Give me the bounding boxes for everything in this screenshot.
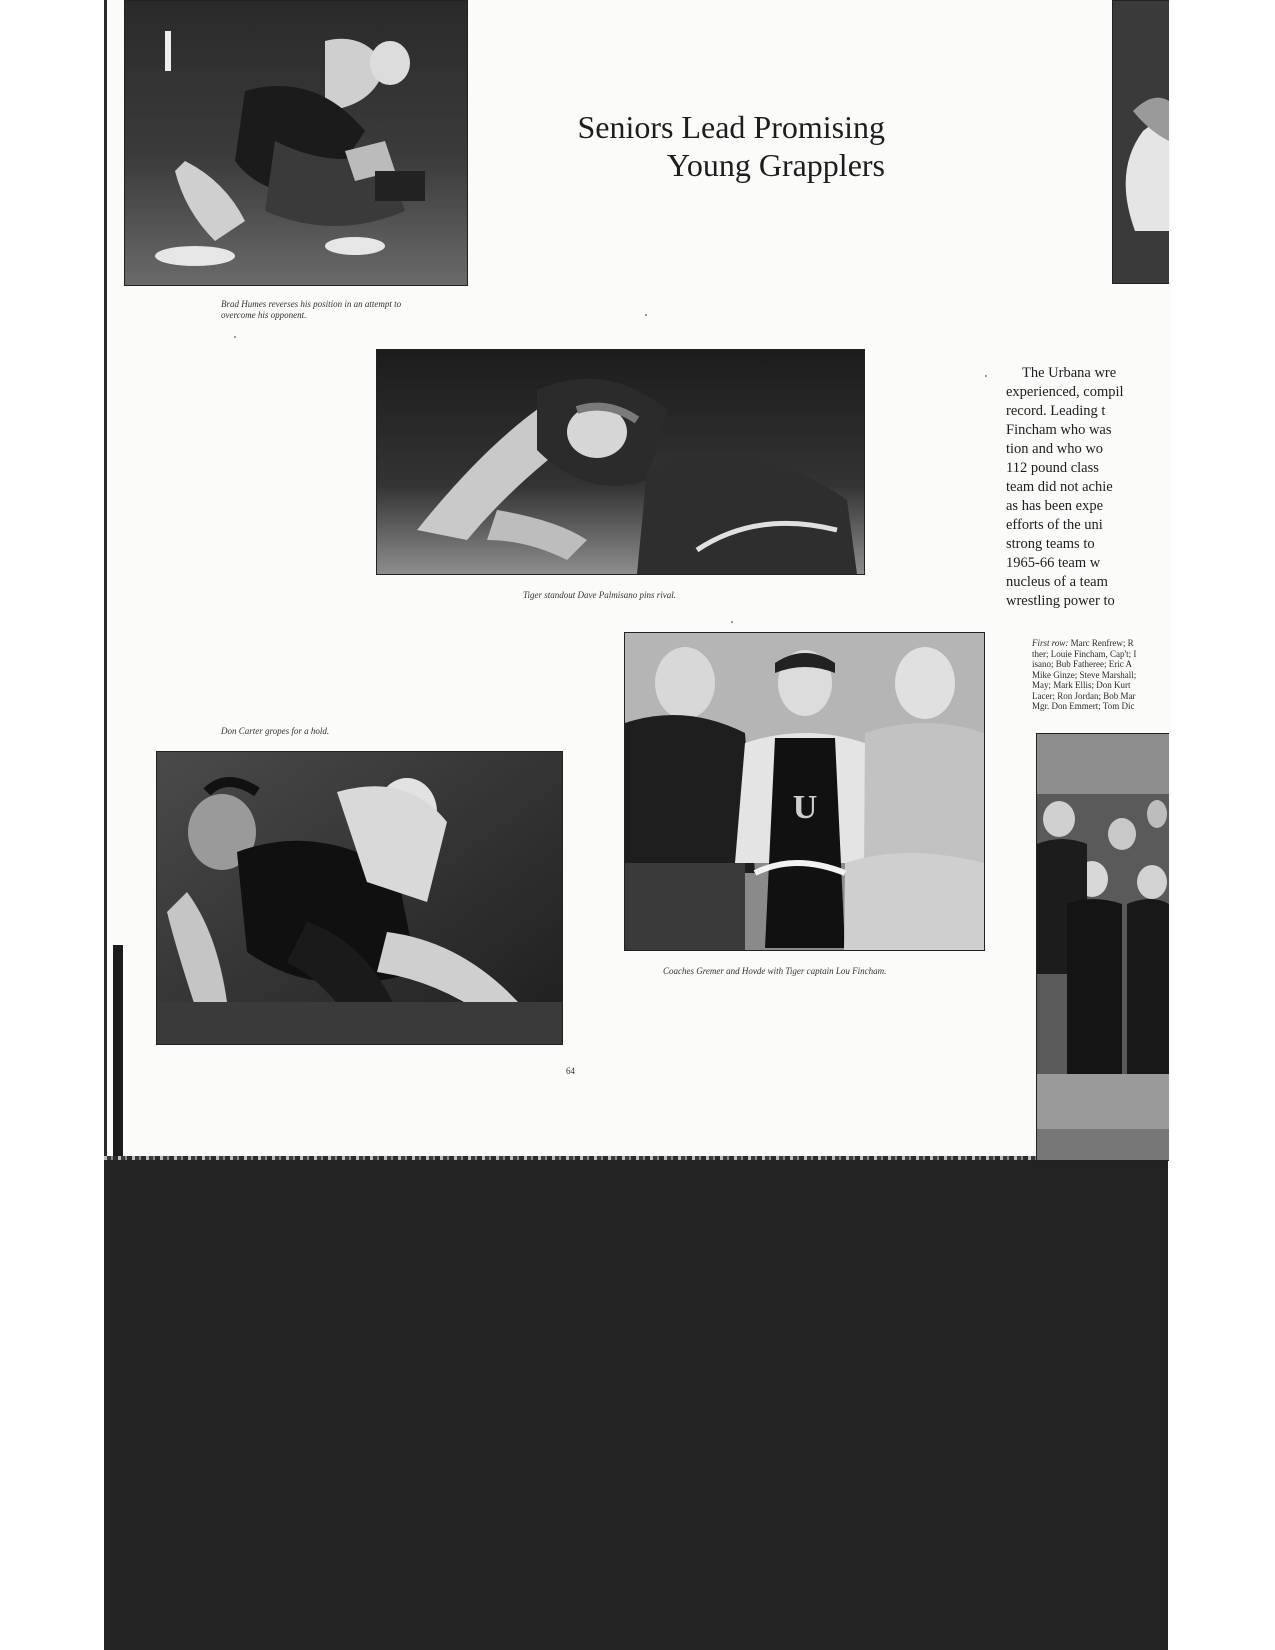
page-title [577, 108, 885, 184]
article-line: strong teams to [1006, 536, 1095, 552]
photo-don-carter [156, 751, 563, 1045]
roster-line: May; Mark Ellis; Don Kurt [1032, 680, 1131, 690]
caption-don-carter: Don Carter gropes for a hold. [221, 726, 330, 736]
article-line: The Urbana wre [1022, 365, 1117, 381]
scan-speck [645, 314, 647, 316]
caption-palmisano: Tiger standout Dave Palmisano pins rival. [523, 590, 676, 600]
roster-line [1032, 638, 1168, 649]
article-line: Fincham who was [1006, 422, 1112, 438]
article-line: 112 pound class [1006, 460, 1099, 476]
article-line: efforts of the uni [1006, 517, 1103, 533]
article-line: wrestling power to [1006, 593, 1115, 609]
roster-lead: First row: [1032, 638, 1069, 648]
scan-speck [234, 336, 236, 338]
scanner-background [104, 1160, 1168, 1650]
caption-coaches: Coaches Gremer and Hovde with Tiger captain Lou Fincham. [663, 966, 887, 976]
article-body [1006, 364, 1166, 611]
photo-top-right-cropped [1112, 0, 1169, 284]
scan-speck [985, 375, 987, 377]
caption-brad-humes-line1: Brad Humes reverses his position in an attempt to [221, 299, 402, 309]
team-roster [1032, 638, 1168, 712]
article-line: team did not achie [1006, 479, 1113, 495]
binding-shadow [113, 945, 123, 1160]
article-line: nucleus of a team [1006, 574, 1108, 590]
roster-line: Mike Ginze; Steve Marshall; [1032, 669, 1137, 680]
photo-team-cropped [1036, 733, 1169, 1161]
roster-line1-rest: Marc Renfrew; R [1068, 638, 1134, 648]
singlet-letter: U [792, 789, 818, 826]
article-line: as has been expe [1006, 498, 1104, 514]
caption-brad-humes-line2: overcome his opponent. [221, 310, 307, 320]
article-line: 1965-66 team w [1006, 555, 1101, 571]
scan-speck [731, 621, 733, 623]
roster-line: Lacer; Ron Jordan; Bob Mar [1032, 690, 1136, 701]
roster-line: ther; Louie Fincham, Cap't; I [1032, 648, 1137, 659]
photo-coaches [624, 632, 985, 951]
article-line: tion and who wo [1006, 441, 1104, 457]
roster-line: isano; Bub Fatheree; Eric A [1032, 659, 1132, 669]
page-number: 64 [566, 1066, 575, 1076]
photo-brad-humes [124, 0, 468, 286]
title-line-1: Seniors Lead Promising [577, 109, 885, 145]
title-line-2: Young Grapplers [666, 147, 885, 183]
photo-dave-palmisano [376, 349, 865, 575]
caption-brad-humes [221, 299, 401, 321]
article-line: experienced, compil [1006, 384, 1124, 400]
article-line: record. Leading t [1006, 403, 1106, 419]
roster-line: Mgr. Don Emmert; Tom Dic [1032, 701, 1135, 711]
